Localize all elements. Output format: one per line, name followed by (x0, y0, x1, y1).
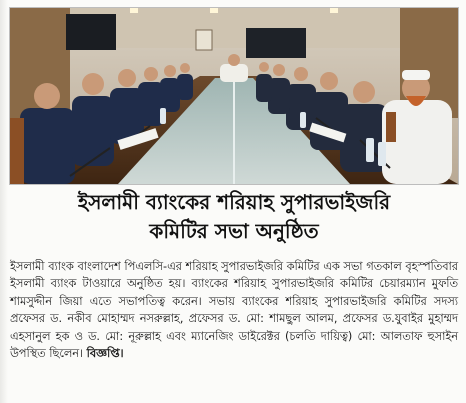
headline-line-2: কমিটির সভা অনুষ্ঠিত (149, 219, 319, 243)
article-credit: বিজ্ঞপ্তি। (86, 347, 124, 361)
article-headline (14, 188, 454, 246)
article-body-text: ইসলামী ব্যাংক বাংলাদেশ পিএলসি-এর শরিয়াহ সুপারভাইজরি কমিটির এক সভা গতকাল বৃহস্পতিবার ইসলামী ব্যাংক টাওয়ারে অনুষ্ঠিত হয়। ব্যাংকের শরিয়াহ সুপারভাইজরি কমিটির চেয়ারম্যান মুফতি শামসুদ্দীন জিয়া এতে সভাপতিত্ব করেন। সভায় ব্যাংকের শরিয়াহ সুপারভাইজরি কমিটির সদস্য প্রফেসর ড. নকীব মোহাম্মদ নসরুল্লাহ, প্রফেসর ড. মো: শামছুল আলম, প্রফেসর ড.যুবাইর মুহাম্মদ এহসানুল হক ও ড. মো: নূরুল্লাহ এবং ম্যানেজিং ডাইরেক্টর (চলতি দায়িত্ব) মো: আলতাফ হুসাইন উপস্থিত ছিলেন। (10, 260, 458, 361)
clipping-edge (0, 0, 8, 403)
article-body (10, 258, 458, 362)
headline-line-1: ইসলামী ব্যাংকের শরিয়াহ সুপারভাইজরি (77, 190, 391, 214)
meeting-photo (9, 7, 459, 185)
